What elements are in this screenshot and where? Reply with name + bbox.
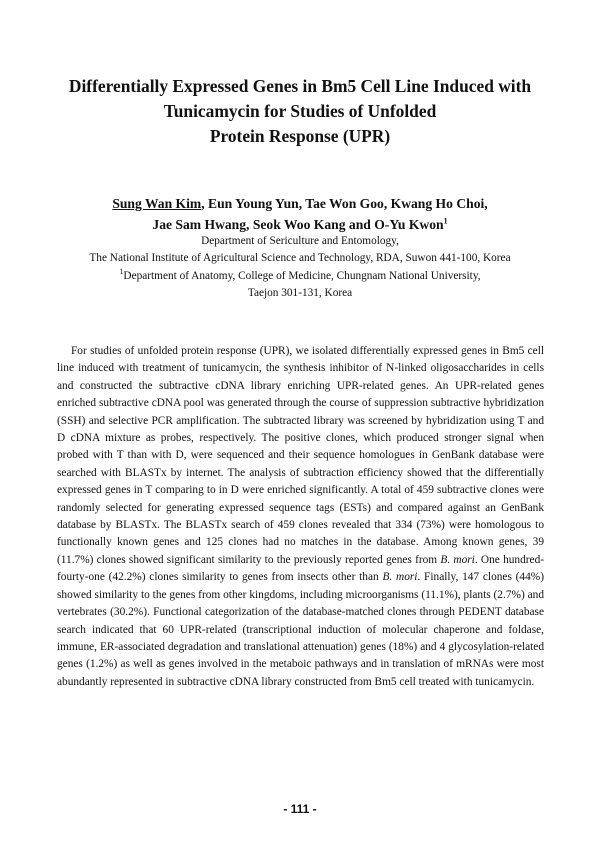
affiliation-anatomy-line xyxy=(40,268,560,285)
title-line-3: Protein Response (UPR) xyxy=(209,126,391,146)
affiliation-dept: Department of Sericulture and Entomology, xyxy=(201,235,399,247)
author-line-2 xyxy=(40,214,560,235)
author-line-1-rest: , Eun Young Yun, Tae Won Goo, Kwang Ho Choi, xyxy=(201,196,488,211)
abstract-part-3: . Finally, 147 clones (44%) showed similarity to the genes from other kingdoms, including microorganisms (11.1%), plants (2.7%) and vertebrates (30.2%). Functional categorization of the database-matched clones through PEDENT database search indicated that 60 UPR-related (transcriptional induction of molecular chaperone and foldase, immune, ER-associated degradation and translational attenuation) genes (18%) and 4 glycosylation-related genes (1.2%) as well as genes involved in the metaboic pathways and in translation of mRNAs were most abundantly represented in subtractive cDNA library constructed from Bm5 cell treated with tunicamycin. xyxy=(57,571,544,688)
paper-title xyxy=(40,74,560,149)
abstract-part-2: . One hundred-fourty-one (42.2%) clones similarity to genes from insects other than xyxy=(57,553,545,584)
title-line-2: Tunicamycin for Studies of Unfolded xyxy=(163,101,437,121)
author-line-1 xyxy=(40,193,560,214)
affiliation-anatomy: Department of Anatomy, College of Medicine, Chungnam National University, xyxy=(123,269,481,282)
species-name-1: B. mori xyxy=(440,553,475,566)
author-affiliation-mark: 1 xyxy=(443,216,448,226)
first-author: Sung Wan Kim xyxy=(112,196,202,211)
species-name-2: B. mori xyxy=(382,571,418,584)
title-line-1: Differentially Expressed Genes in Bm5 Cell Line Induced with xyxy=(68,76,532,96)
page-number: - 111 - xyxy=(283,802,317,816)
affiliation-mark: 1 xyxy=(119,267,124,277)
affiliation-institute: The National Institute of Agricultural Science and Technology, RDA, Suwon 441-100, Korea xyxy=(89,252,511,265)
author-list xyxy=(40,193,560,235)
author-line-2-text: Jae Sam Hwang, Seok Woo Kang and O-Yu Kwon xyxy=(152,217,444,232)
affiliation-city: Taejon 301-131, Korea xyxy=(247,287,353,300)
affiliations xyxy=(40,233,560,303)
abstract-part-1: For studies of unfolded protein response (UPR), we isolated differentially expressed genes in Bm5 cell line induced with treatment of tunicamycin, the synthesis inhibitor of N-linked oligosaccharides in cells and constructed the subtractive cDNA library enriching UPR-related genes. An UPR-related genes enriched subtractive cDNA pool was generated through the course of suppression subtractive hybridization (SSH) and selective PCR amplification. The subtracted library was screened by hybridization using T and D cDNA mixture as probes, respectively. The positive clones, which produced stronger signal when probed with T than with D, were sequenced and their sequence homologues in GenBank database were searched with BLASTx by internet. The analysis of subtraction efficiency showed that the differentially expressed genes in T comparing to in D were enriched significantly. A total of 459 subtractive clones were randomly selected for generating expressed sequence tags (ESTs) and compared against an GenBank database by BLASTx. The BLASTx search of 459 clones revealed that 334 (73%) were homologous to functionally known genes and 125 clones had no matches in the database. Among known genes, 39 (11.7%) clones showed significant similarity to the previously reported genes from xyxy=(57,345,544,566)
abstract-paragraph xyxy=(57,343,544,691)
